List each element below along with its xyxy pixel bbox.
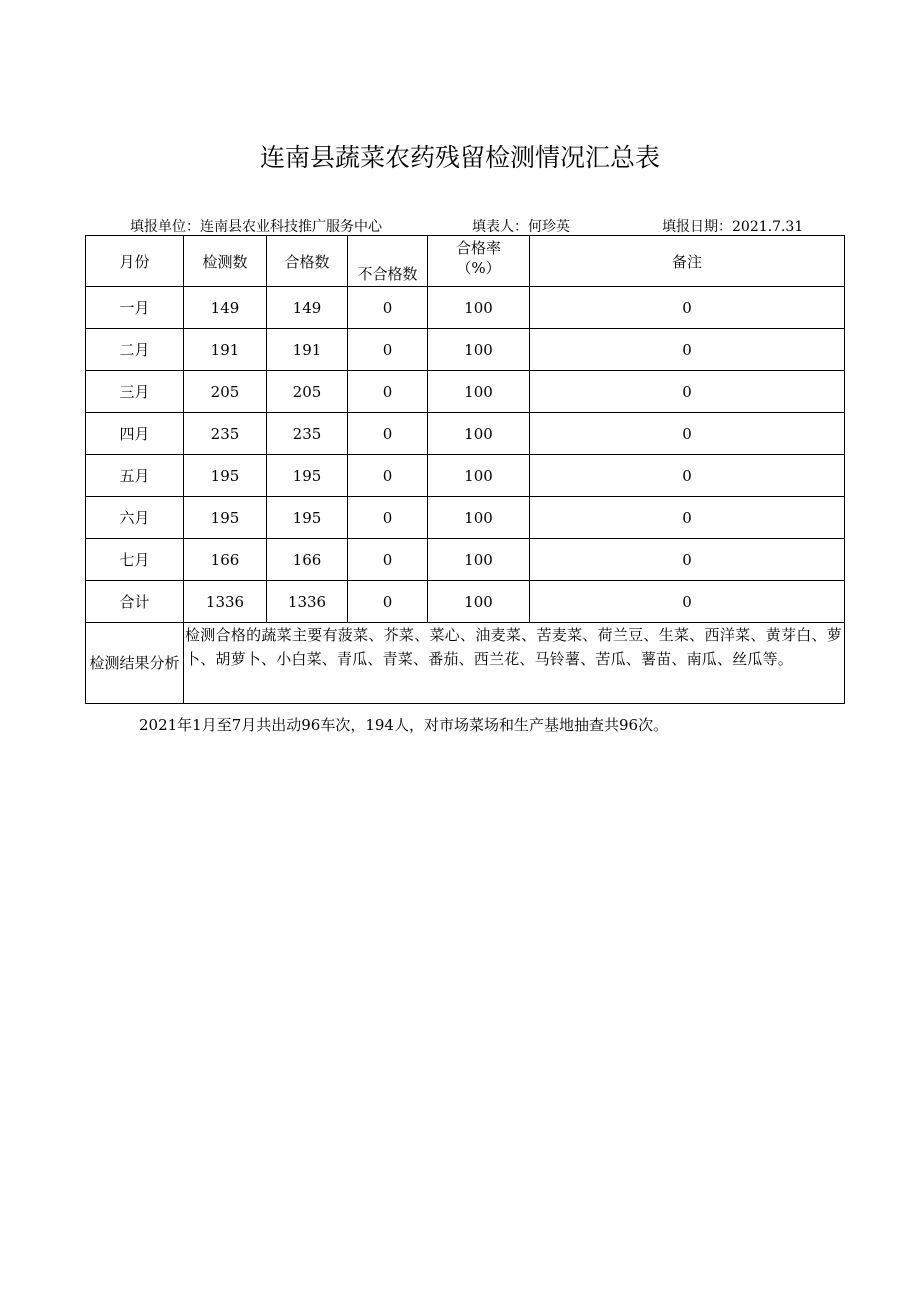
cell-remark: 0	[530, 455, 845, 497]
table-row	[86, 455, 845, 497]
cell-failed: 0	[348, 413, 428, 455]
cell-month: 一月	[86, 287, 184, 329]
cell-month: 三月	[86, 371, 184, 413]
cell-rate: 100	[428, 539, 530, 581]
cell-month: 五月	[86, 455, 184, 497]
analysis-label: 检测结果分析	[86, 623, 184, 704]
reporting-date: 填报日期：2021.7.31	[662, 219, 804, 235]
cell-tested: 205	[184, 371, 267, 413]
cell-tested: 235	[184, 413, 267, 455]
summary-table	[85, 235, 845, 704]
reporting-unit: 填报单位：连南县农业科技推广服务中心	[130, 219, 382, 235]
header-failed	[348, 236, 428, 287]
header-failed-label: 不合格数	[357, 264, 418, 283]
table-row	[86, 287, 845, 329]
header-month: 月份	[86, 236, 184, 287]
cell-remark: 0	[530, 539, 845, 581]
form-filler: 填表人：何珍英	[472, 219, 570, 235]
cell-remark: 0	[530, 581, 845, 623]
cell-passed: 235	[267, 413, 348, 455]
cell-rate: 100	[428, 455, 530, 497]
cell-rate: 100	[428, 497, 530, 539]
cell-passed: 191	[267, 329, 348, 371]
document-title: 连南县蔬菜农药残留检测情况汇总表	[259, 143, 660, 172]
cell-tested: 195	[184, 455, 267, 497]
cell-failed: 0	[348, 455, 428, 497]
cell-tested: 191	[184, 329, 267, 371]
header-rate-line2: （%）	[456, 259, 501, 277]
cell-remark: 0	[530, 371, 845, 413]
table-total-row	[86, 581, 845, 623]
cell-passed: 166	[267, 539, 348, 581]
cell-rate: 100	[428, 371, 530, 413]
cell-rate: 100	[428, 287, 530, 329]
cell-failed: 0	[348, 371, 428, 413]
cell-passed: 1336	[267, 581, 348, 623]
cell-tested: 1336	[184, 581, 267, 623]
cell-passed: 205	[267, 371, 348, 413]
cell-remark: 0	[530, 497, 845, 539]
cell-rate: 100	[428, 413, 530, 455]
cell-month: 七月	[86, 539, 184, 581]
analysis-text: 检测合格的蔬菜主要有菠菜、芥菜、菜心、油麦菜、苦麦菜、荷兰豆、生菜、西洋菜、黄芽白、萝卜、胡萝卜、小白菜、青瓜、青菜、番茄、西兰花、马铃薯、苦瓜、薯苗、南瓜、丝瓜等。	[184, 623, 845, 704]
cell-remark: 0	[530, 287, 845, 329]
cell-passed: 195	[267, 455, 348, 497]
cell-rate: 100	[428, 329, 530, 371]
header-passed: 合格数	[267, 236, 348, 287]
table-row	[86, 329, 845, 371]
cell-failed: 0	[348, 329, 428, 371]
cell-passed: 149	[267, 287, 348, 329]
header-rate-line1: 合格率	[455, 239, 501, 257]
cell-passed: 195	[267, 497, 348, 539]
header-rate	[428, 236, 530, 287]
cell-remark: 0	[530, 329, 845, 371]
footnote: 2021年1月至7月共出动96车次，194人，对市场菜场和生产基地抽查共96次。	[139, 716, 669, 734]
cell-tested: 149	[184, 287, 267, 329]
table-header-row	[86, 236, 845, 287]
table-row	[86, 371, 845, 413]
cell-rate: 100	[428, 581, 530, 623]
cell-month: 六月	[86, 497, 184, 539]
table-row	[86, 413, 845, 455]
cell-month: 二月	[86, 329, 184, 371]
cell-month: 合计	[86, 581, 184, 623]
cell-failed: 0	[348, 581, 428, 623]
table-row	[86, 539, 845, 581]
header-remark: 备注	[530, 236, 845, 287]
cell-failed: 0	[348, 287, 428, 329]
table-row	[86, 497, 845, 539]
cell-failed: 0	[348, 497, 428, 539]
analysis-row	[86, 623, 845, 704]
cell-tested: 195	[184, 497, 267, 539]
cell-failed: 0	[348, 539, 428, 581]
cell-remark: 0	[530, 413, 845, 455]
cell-tested: 166	[184, 539, 267, 581]
header-tested: 检测数	[184, 236, 267, 287]
cell-month: 四月	[86, 413, 184, 455]
